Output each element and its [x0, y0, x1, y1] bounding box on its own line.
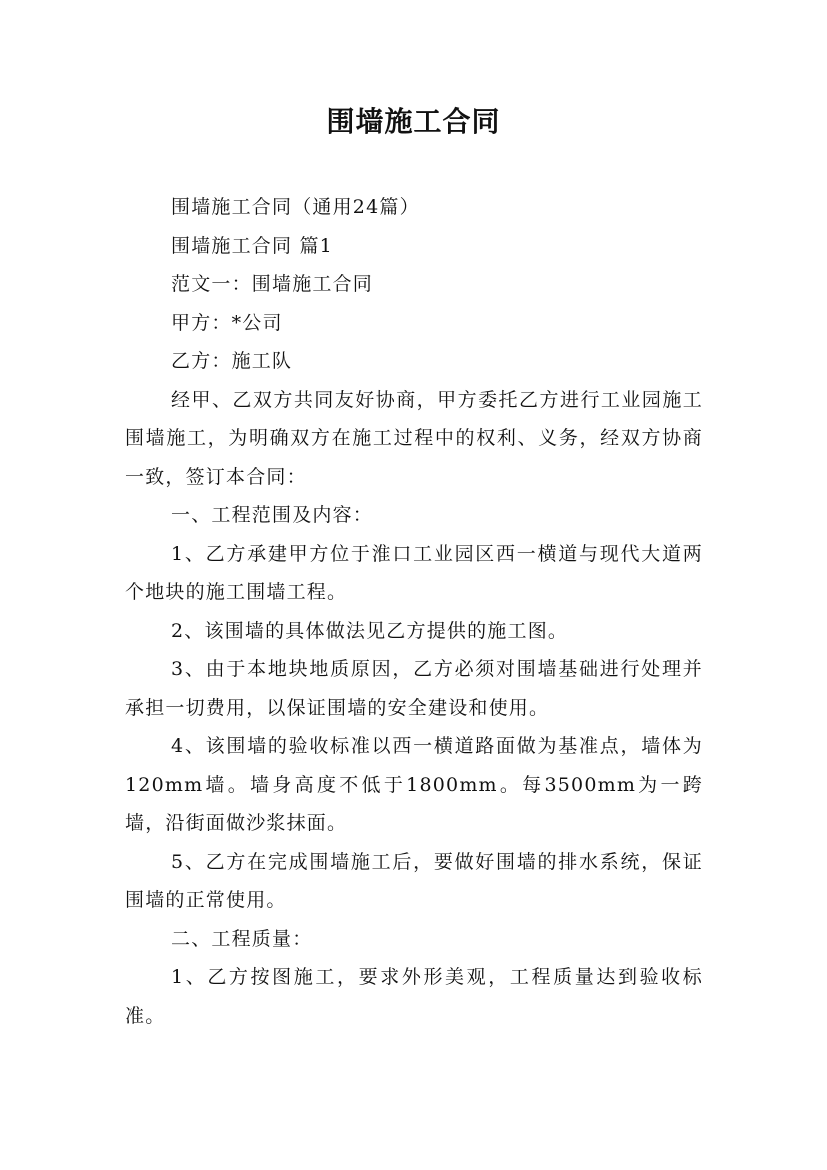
clause-heading-quality: 二、工程质量： — [171, 927, 313, 950]
clause-item: 1、乙方按图施工，要求外形美观，工程质量达到验收标准。 — [125, 966, 703, 1027]
preamble-paragraph: 经甲、乙双方共同友好协商，甲方委托乙方进行工业园施工围墙施工，为明确双方在施工过程中的权利、义务，经双方协商一致，签订本合同： — [125, 388, 703, 488]
doc-subtitle: 围墙施工合同（通用24篇） — [171, 196, 420, 218]
clause-item: 5、乙方在完成围墙施工后，要做好围墙的排水系统，保证围墙的正常使用。 — [125, 850, 703, 911]
clause-item: 3、由于本地块地质原因，乙方必须对围墙基础进行处理并承担一切费用，以保证围墙的安全建设和使用。 — [125, 658, 703, 719]
clause-item: 4、该围墙的验收标准以西一横道路面做为基准点，墙体为120mm墙。墙身高度不低于1800mm。每3500mm为一跨墙，沿街面做沙浆抹面。 — [125, 735, 703, 834]
clause-item: 1、乙方承建甲方位于淮口工业园区西一横道与现代大道两个地块的施工围墙工程。 — [125, 542, 703, 603]
party-a: 甲方：*公司 — [171, 311, 283, 334]
document-title: 围墙施工合同 — [326, 105, 501, 138]
sample-heading: 范文一：围墙施工合同 — [171, 273, 374, 295]
document-body — [125, 188, 703, 1035]
clause-heading-scope: 一、工程范围及内容： — [171, 504, 374, 526]
clause-item: 2、该围墙的具体做法见乙方提供的施工图。 — [171, 619, 569, 642]
section-heading: 围墙施工合同 篇1 — [171, 234, 333, 257]
party-b: 乙方：施工队 — [171, 350, 293, 372]
